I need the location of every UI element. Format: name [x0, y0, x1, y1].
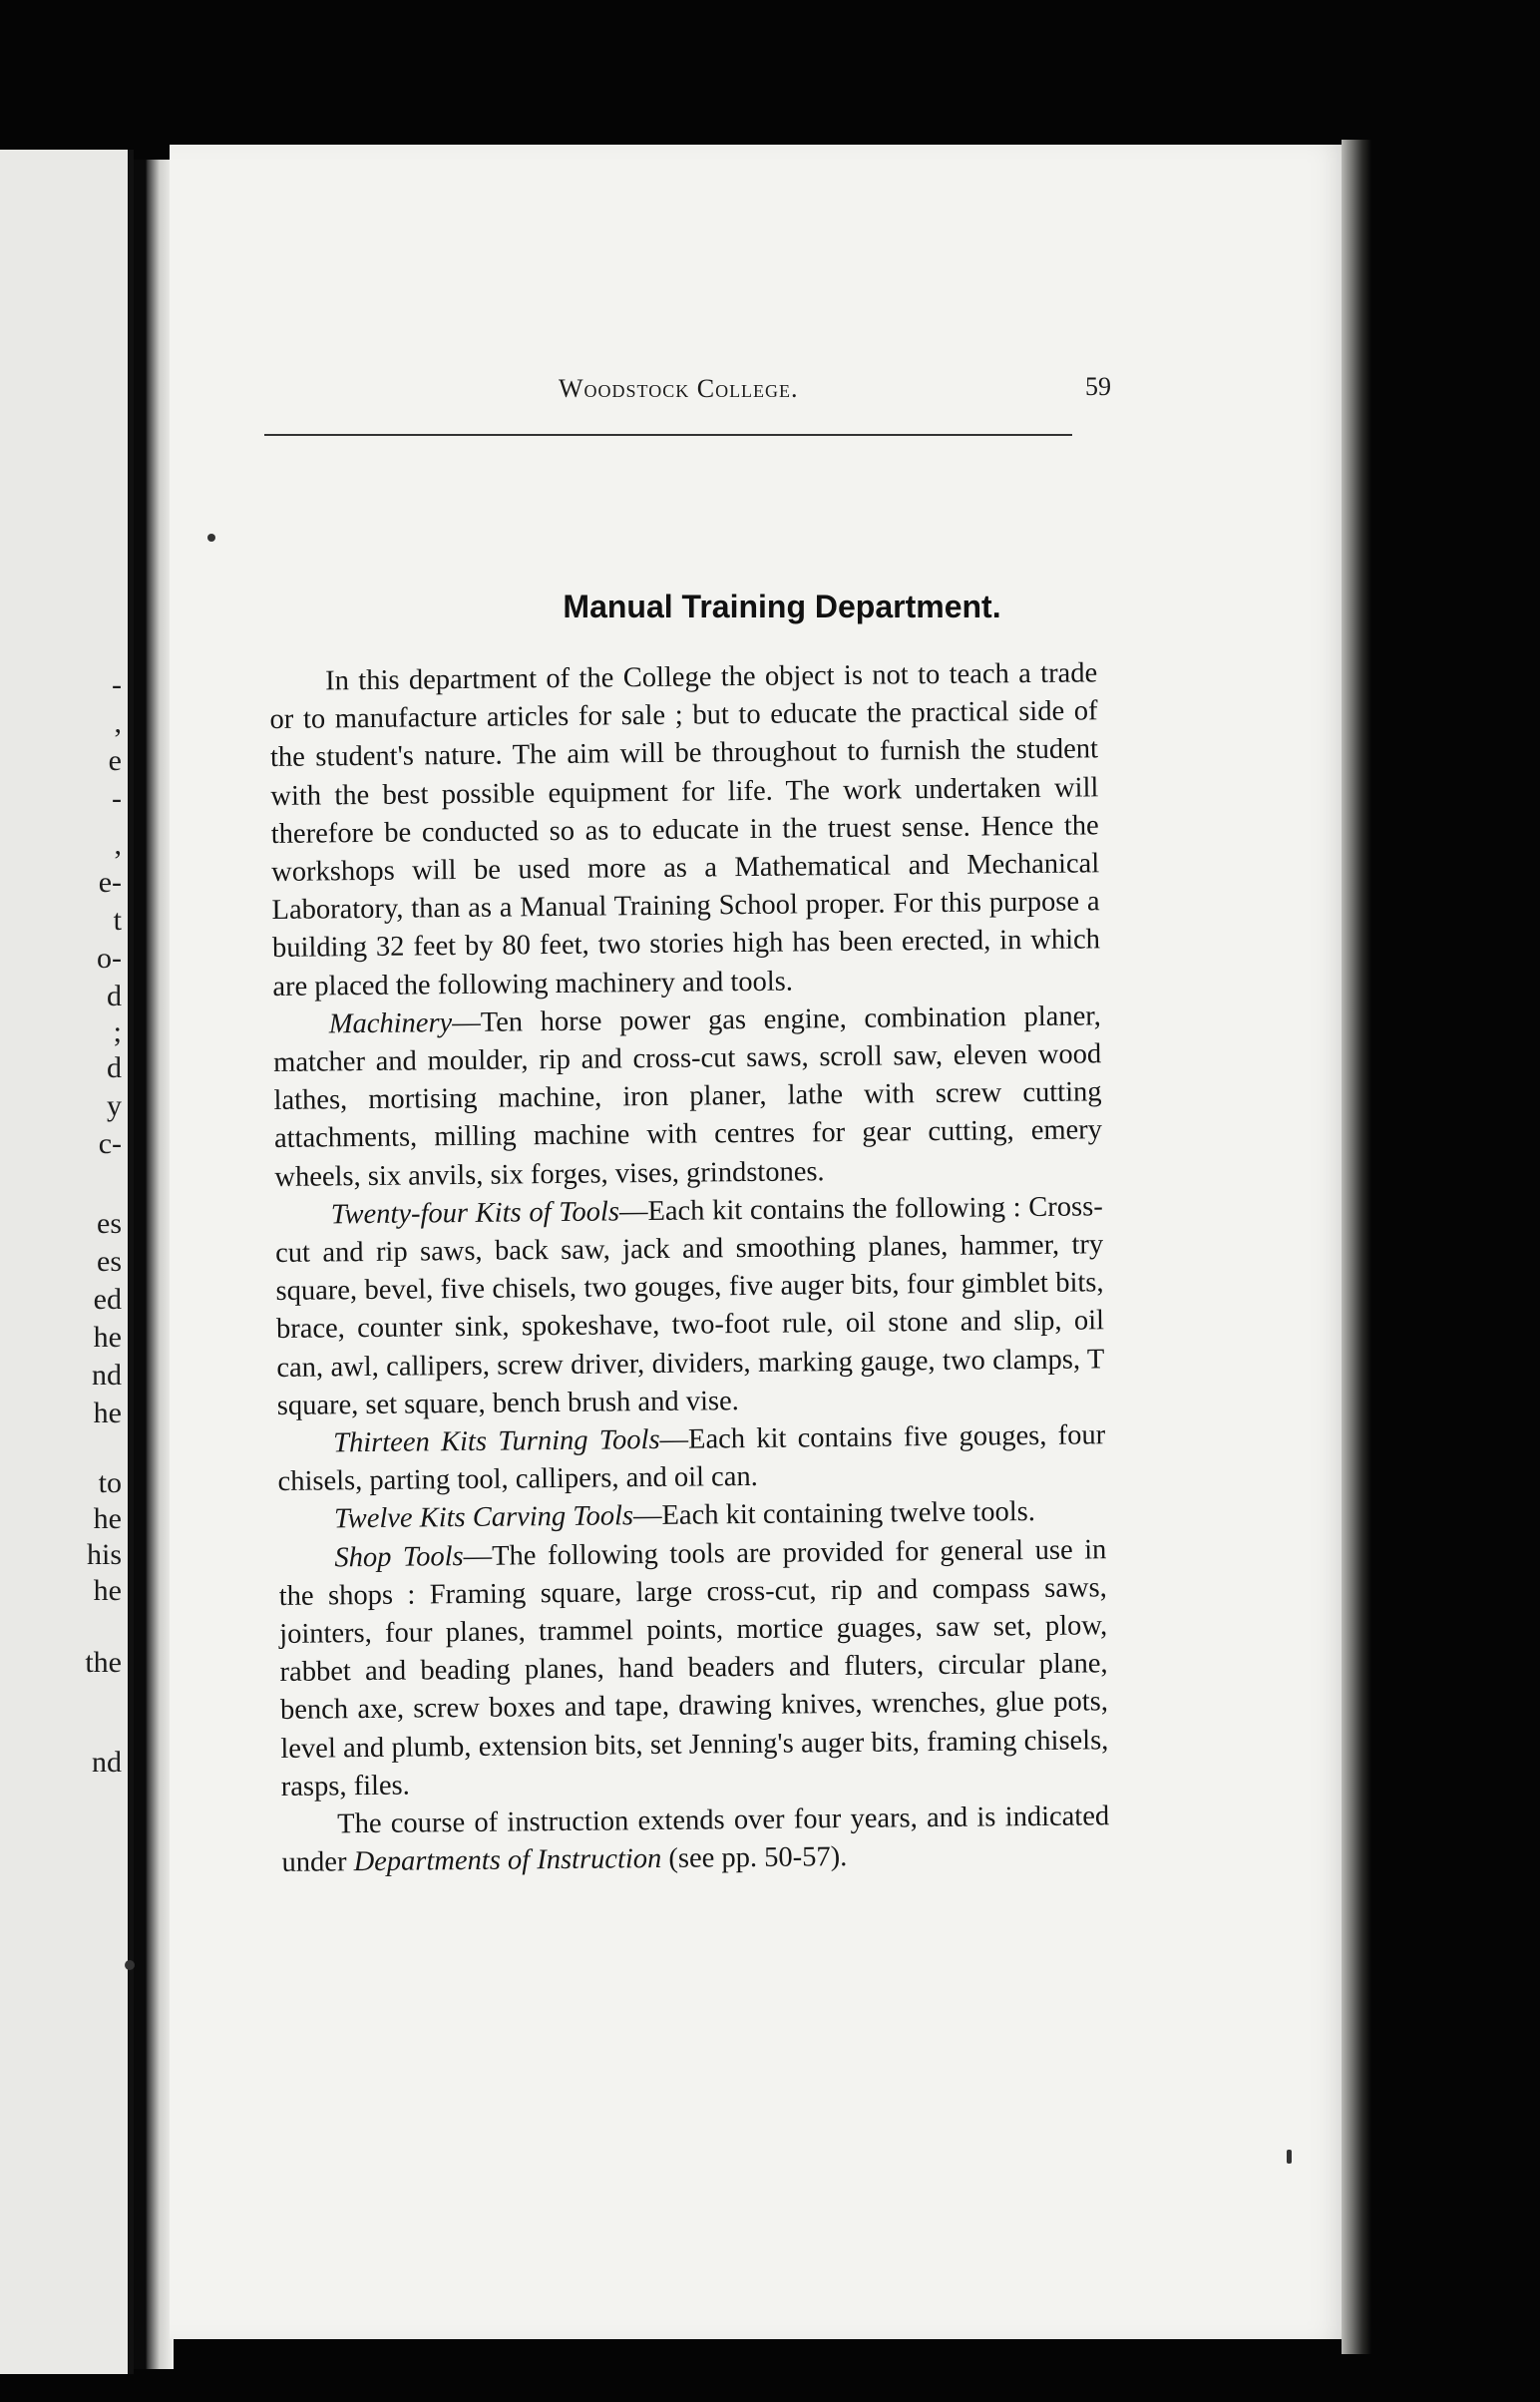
- left-fragment: d: [107, 1051, 122, 1084]
- left-page-text-fragments: [0, 150, 128, 2374]
- paragraph-lead: Shop Tools: [334, 1540, 464, 1574]
- left-fragment: o-: [97, 942, 122, 975]
- left-fragment: e: [108, 744, 122, 777]
- scan-speck: [207, 534, 215, 542]
- paragraph-text: —Each kit contains five gouges, four chisels, parting tool, callipers, and oil can.: [277, 1419, 1106, 1498]
- paragraph-text: —Ten horse power gas engine, combination planer, matcher and moulder, rip and cross-cut saws, scroll saw, eleven wood lathes, mortising machine, iron planer, lathe with screw cutting attachments, milling machine with centres for gear cutting, emery wheels, six anvils, six forges, vises, grindstones.: [273, 1001, 1103, 1193]
- page-number: 59: [1085, 372, 1111, 401]
- left-fragment: -: [112, 668, 122, 701]
- paragraph-tail: (see pp. 50-57).: [661, 1841, 848, 1875]
- left-fragment: nd: [92, 1746, 122, 1779]
- paragraph-lead: Machinery: [328, 1006, 453, 1040]
- paragraph-lead: Thirteen Kits Turning Tools: [333, 1424, 660, 1459]
- scan-speck: [125, 1960, 135, 1970]
- paragraph-kits-of-tools: [275, 1188, 1105, 1425]
- left-fragment: y: [107, 1089, 122, 1122]
- left-fragment: es: [97, 1207, 122, 1240]
- left-fragment: to: [98, 1466, 122, 1499]
- header-rule: [264, 434, 1072, 436]
- left-fragment: t: [113, 904, 122, 937]
- paragraph-turning-tools: [277, 1416, 1106, 1501]
- running-header: [170, 374, 1354, 414]
- left-fragment: ,: [114, 828, 122, 861]
- paragraph-lead: Twenty-four Kits of Tools: [330, 1196, 620, 1231]
- left-fragment: he: [93, 1321, 122, 1354]
- left-fragment: he: [93, 1397, 122, 1429]
- left-fragment: c-: [98, 1127, 122, 1160]
- left-fragment: he: [93, 1574, 122, 1607]
- left-fragment: d: [107, 980, 122, 1012]
- paragraph-shop-tools: [278, 1531, 1109, 1806]
- left-fragment: ed: [93, 1283, 122, 1316]
- paragraph-text: The course of instruction extends over four years, and is indicated under: [281, 1801, 1110, 1879]
- paragraph-text: In this department of the College the object is not to teach a trade or to manufacture articles for sale ; but to educate the practical side of the student's nature. The aim will be throughout to furnish the student with the best possible equipment for life. The work undertaken will therefore be conducted so as to educate in the truest sense. Hence the workshops will be used more as a Mathematical and Mechanical Laboratory, than as a Manual Training School proper. For this purpose a building 32 feet by 80 feet, two stories high has been erected, in which are placed the following machinery and tools.: [269, 657, 1101, 1002]
- paragraph-machinery: [273, 998, 1103, 1197]
- book-page: [170, 145, 1354, 2339]
- left-fragment: the: [85, 1646, 122, 1679]
- left-fragment: es: [97, 1245, 122, 1278]
- paragraph-intro: [269, 654, 1101, 1006]
- paragraph-lead: Twelve Kits Carving Tools: [333, 1500, 634, 1535]
- left-fragment: ;: [113, 1015, 122, 1048]
- left-fragment: his: [86, 1538, 122, 1571]
- running-title: Woodstock College.: [559, 374, 799, 403]
- paragraph-text: —Each kit containing twelve tools.: [632, 1496, 1036, 1532]
- left-fragment: nd: [92, 1359, 122, 1392]
- scan-speck: [1287, 2150, 1292, 2164]
- body-text: [269, 654, 1110, 1882]
- section-title: Manual Training Department.: [563, 589, 1001, 624]
- left-facing-page: [0, 150, 134, 2374]
- left-fragment: e-: [98, 866, 122, 899]
- left-fragment: ,: [114, 706, 122, 739]
- left-fragment: -: [112, 782, 122, 815]
- left-fragment: he: [93, 1502, 122, 1535]
- page-edge-shadow: [1342, 140, 1371, 2354]
- paragraph-text: —The following tools are provided for general use in the shops : Framing square, large cross-cut, rip and compass saws, jointers, four planes, trammel points, mortice guages, saw set, plow, rabbet and beading planes, hand beaders and fluters, circular plane, bench axe, screw boxes and tape, drawing knives, wrenches, glue pots, level and plumb, extension bits, set Jenning's auger bits, framing chisels, rasps, files.: [278, 1533, 1109, 1802]
- paragraph-text: —Each kit contains the following : Cross-cut and rip saws, back saw, jack and smoothing planes, hammer, try square, bevel, five chisels, two gouges, five auger bits, four gimblet bits, brace, counter sink, spokeshave, two-foot rule, oil stone and slip, oil can, awl, callipers, screw driver, dividers, marking gauge, two clamps, T square, set square, bench brush and vise.: [275, 1191, 1105, 1421]
- paragraph-course: [281, 1798, 1110, 1882]
- book-gutter: [134, 160, 174, 2369]
- paragraph-italic-reference: Departments of Instruction: [353, 1843, 662, 1878]
